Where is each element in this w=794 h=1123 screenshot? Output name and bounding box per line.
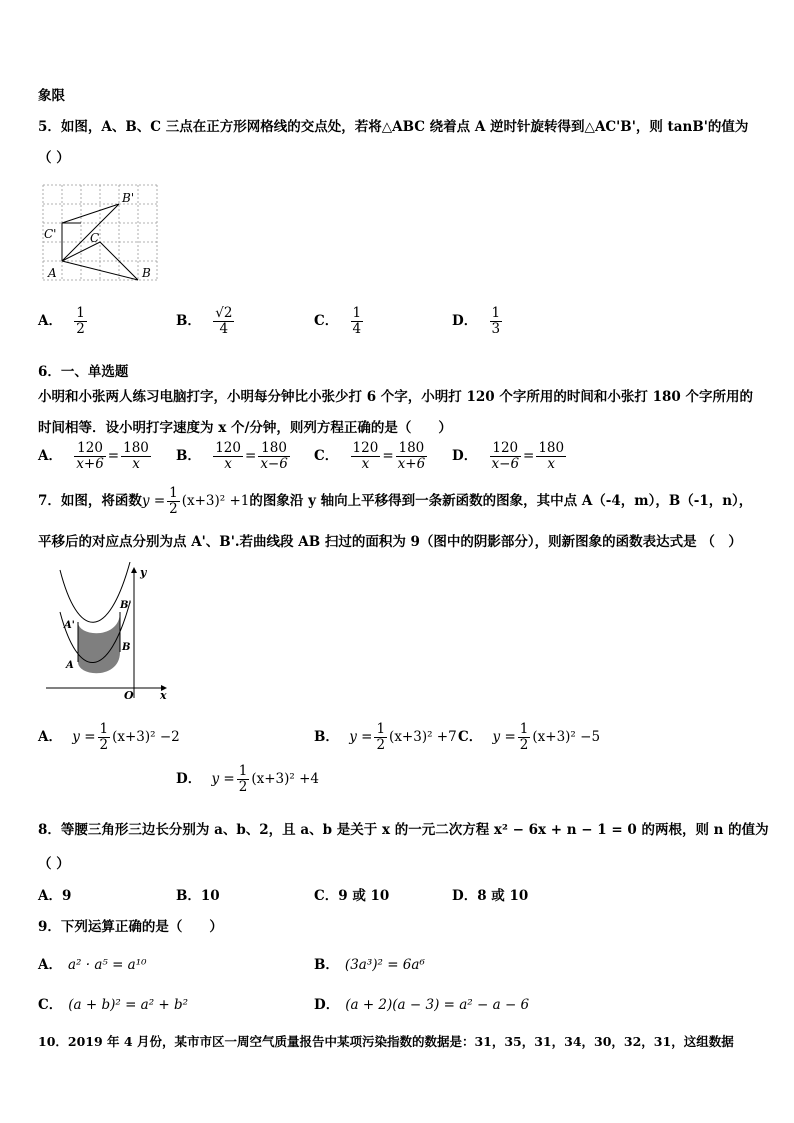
q6-option-b[interactable]: B． $\frac{120}{x}$ = $\frac{180}{x-6}$ [176,440,288,472]
q7-option-d[interactable]: D． y = $\frac{1}{2}$ (x+3)² +4 [176,763,319,795]
q8-option-a[interactable]: A．9 [38,888,72,904]
q5-stem-line2: （ ） [38,150,70,166]
q6-option-c[interactable]: C． $\frac{120}{x}$ = $\frac{180}{x+6}$ [314,440,426,472]
label-Bprime: B' [122,191,135,205]
q9-option-d[interactable]: D． (a + 2)(a − 3) = a² − a − 6 [314,997,530,1013]
grid-lines [43,185,157,280]
q6-option-d[interactable]: D． $\frac{120}{x-6}$ = $\frac{180}{x}$ [452,440,565,472]
q5-option-c[interactable]: C． $\frac{1}{4}$ [314,305,362,337]
q6-heading: 6．一、单选题 [38,364,129,380]
q7-stem-line2: 平移后的对应点分别为点 A'、B'.若曲线段 AB 扫过的面积为 9（图中的阴影部分），则新图象的函数表达式是 （ ） [38,534,742,550]
q8-stem-line2: （ ） [38,856,70,872]
q7-option-c[interactable]: C． y = $\frac{1}{2}$ (x+3)² −5 [458,721,601,753]
q5-option-a[interactable]: A． $\frac{1}{2}$ [38,305,85,337]
q5-option-d[interactable]: D． $\frac{1}{3}$ [452,305,501,337]
q8-option-d[interactable]: D．8 或 10 [452,888,529,904]
label-Cprime: C' [44,227,57,241]
q9-stem: 9．下列运算正确的是（ ） [38,919,223,935]
label-C: C [90,231,100,245]
q7-func-tail: (x+3)² +1 [181,492,250,509]
label-B: B [142,266,151,280]
q8-option-c[interactable]: C．9 或 10 [314,888,390,904]
q5-stem-line1: 5．如图，A、B、C 三点在正方形网格线的交点处，若将△ABC 绕着点 A 逆时针旋转得到△AC'B'，则 tanB'的值为 [38,119,749,135]
q6-option-a[interactable]: A． $\frac{120}{x+6}$ = $\frac{180}{x}$ [38,440,149,472]
q7-stem-b: 的图象沿 y 轴向上平移得到一条新函数的图象，其中点 A（-4，m），B（-1，n）， [249,492,753,509]
q7-stem-line1: 7．如图，将函数y = $\frac{1}{2}$ (x+3)² +1的图象沿 y 轴向上平移得到一条新函数的图象，其中点 A（-4，m），B（-1，n）， [38,485,753,517]
q9-option-c[interactable]: C． (a + b)² = a² + b² [38,997,189,1013]
q7-option-a[interactable]: A． y = $\frac{1}{2}$ (x+3)² −2 [38,721,180,753]
q7-stem-a: 7．如图，将函数 [38,492,142,509]
q8-option-b[interactable]: B．10 [176,888,220,904]
label-A: A [48,266,57,280]
label-y: y [140,566,147,579]
label-Bprime: B' [120,600,132,611]
q8-stem-line1: 8．等腰三角形三边长分别为 a、b、2，且 a、b 是关于 x 的一元二次方程 x² − 6x + n − 1 = 0 的两根，则 n 的值为 [38,822,769,838]
q9-option-a[interactable]: A． a² · a⁵ = a¹⁰ [38,957,147,973]
q10-stem-line1: 10．2019 年 4 月份，某市市区一周空气质量报告中某项污染指数的数据是：31，35，31，34，30，32，31，这组数据 [38,1034,734,1049]
q7-option-b[interactable]: B． y = $\frac{1}{2}$ (x+3)² +7 [314,721,457,753]
q6-stem-line2: 时间相等．设小明打字速度为 x 个/分钟，则列方程正确的是（ ） [38,420,452,436]
previous-question-fragment: 象限 [38,88,65,104]
label-O: O [124,689,134,702]
q7-parabola-figure [38,562,173,702]
label-Aprime: A' [64,620,75,631]
q5-option-b[interactable]: B． $\frac{√2}{4}$ [176,305,233,337]
q9-option-b[interactable]: B． (3a³)² = 6a⁶ [314,957,425,973]
q6-stem-line1: 小明和小张两人练习电脑打字，小明每分钟比小张少打 6 个字，小明打 120 个字所用的时间和小张打 180 个字所用的 [38,389,753,405]
label-A: A [66,660,74,671]
label-B: B [122,642,131,653]
q5-grid-figure [38,180,163,285]
q7-func-lhs: y = [141,492,166,509]
label-x: x [160,689,167,702]
